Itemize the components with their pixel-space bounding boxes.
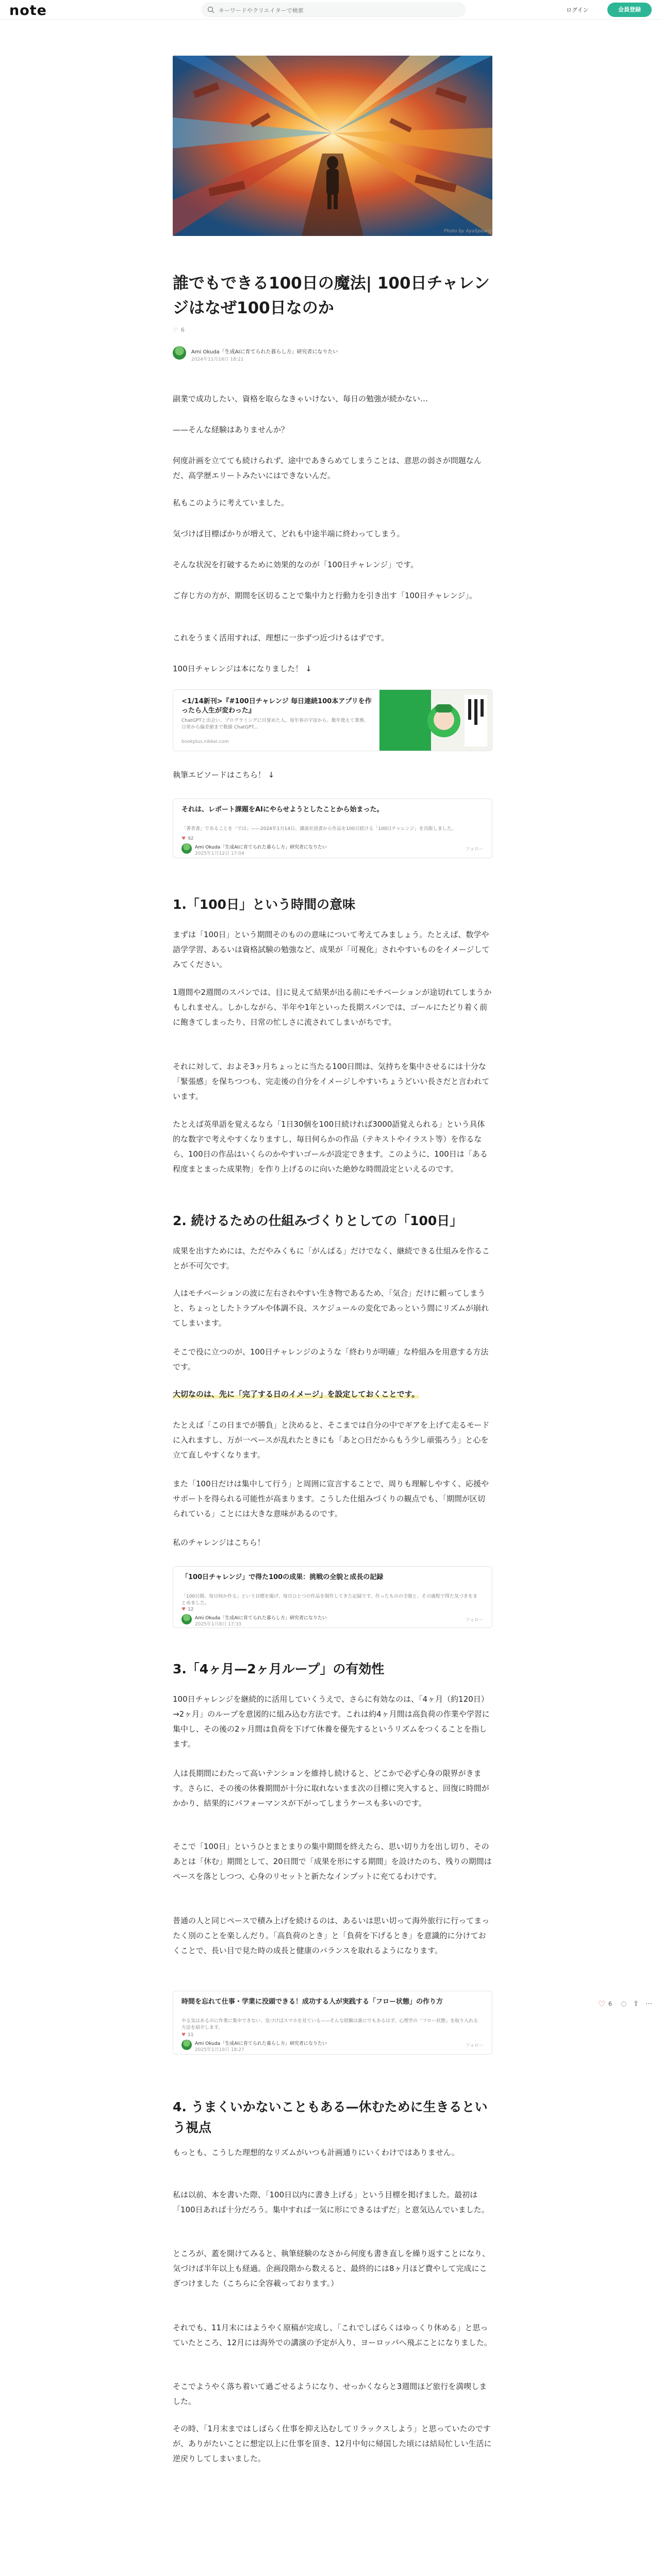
- paragraph: そこでようやく落ち着いて過ごせるようになり、せっかくならと3週間ほど旅行を満喫しました。: [173, 2382, 487, 2406]
- heart-icon[interactable]: ♡: [173, 327, 178, 333]
- paragraph: 人はモチベーションの波に左右されやすい生き物であるため、「気合」だけに頼ってしまうと、ちょっとしたトラブルや体調不良、スケジュールの変化であっという間にリズムが崩れてしまいます。: [173, 1289, 489, 1328]
- publish-date: 2024年11月16日 18:21: [191, 357, 244, 362]
- embed-author[interactable]: Ami Okuda「生成AIに育てられた暮らし方」研究者になりたい: [195, 1616, 327, 1621]
- more-icon[interactable]: ⋯: [646, 2000, 652, 2008]
- paragraph: これをうまく活用すれば、理想に一歩ずつ近づけるはずです。: [173, 633, 389, 642]
- book-card-title: <1/14新刊>『#100日チャレンジ 毎日連続100本アプリを作ったら人生が変わった』: [181, 698, 372, 715]
- book-link-card[interactable]: [173, 689, 492, 751]
- embed-title: 「100日チャレンジ」で得た100の成果：挑戦の全貌と成長の記録: [181, 1573, 384, 1581]
- embed-author[interactable]: Ami Okuda「生成AIに育てられた暮らし方」研究者になりたい: [195, 845, 327, 850]
- paragraph: 何度計画を立てても続けられず、途中であきらめてしまうことは、意思の弱さが問題なんだ、高学歴エリートみたいにはできないんだ。: [173, 456, 482, 480]
- book-cover-thumbnail: [379, 690, 492, 751]
- paragraph: [173, 1059, 492, 1104]
- embed-desc: やる気はあるのに作業に集中できない、気づけばスマホを見ている——そんな経験は誰にでもあるはず。心理学の「フロー状態」を取り入れる方法を紹介します。: [181, 2019, 478, 2030]
- hero-image: [173, 56, 492, 236]
- paragraph: そんな状況を打破するために効果的なのが「100日チャレンジ」です。: [173, 560, 419, 569]
- section-heading: 4. うまくいかないこともある—休むために生きるという視点: [173, 2099, 488, 2135]
- paragraph: それでも、11月末にはようやく原稿が完成し、「これでしばらくはゆっくり休める」と思っていたところ、12月には海外での講演の予定が入り、ヨーロッパへ飛ぶことになりました。: [173, 2323, 492, 2347]
- author-name[interactable]: Ami Okuda「生成AIに育てられた暮らし方」研究者になりたい: [191, 349, 338, 355]
- signup-button[interactable]: 会員登録: [607, 3, 652, 17]
- paragraph: その時、「1月末まではしばらく仕事を抑え込むしてリラックスしよう」と思っていたのですが、ありがたいことに想定以上に仕事を頂き、12月中旬に帰国した頃には結局忙しい生活に逆戻りしてしまいました。: [173, 2424, 492, 2463]
- avatar[interactable]: [181, 843, 192, 854]
- embed-title: 時間を忘れて仕事・学業に没頭できる！成功する人が実践する「フロー状態」の作り方: [181, 1998, 443, 2006]
- paragraph: 気づけば目標ばかりが増えて、どれも中途半端に終わってしまう。: [173, 529, 405, 538]
- book-card-desc: ChatGPTと出会い、プログラミングに目覚めた人。毎年春の宇宙から、数年使えて業務、日常から偏差値まで数値 ChatGPT...: [181, 718, 369, 730]
- paragraph: 私は以前、本を書いた際、「100日以内に書き上げる」という目標を掲げました。最初は「100日あれば十分だろう。集中すれば一気に形にできるはずだ」と意気込んでいました。: [173, 2190, 489, 2214]
- comment-icon[interactable]: ◌: [621, 2000, 627, 2008]
- follow-button[interactable]: フォロー: [465, 1618, 484, 1623]
- paragraph: もっとも、こうした理想的なリズムがいつも計画通りにいくわけではありません。: [173, 2148, 459, 2157]
- emphasis-text: 大切なのは、先に「完了する日のイメージ」を設定しておくことです。: [173, 1389, 420, 1399]
- section-heading: 2. 続けるための仕組みづくりとしての「100日」: [173, 1213, 463, 1228]
- section-heading: 3.「4ヶ月—2ヶ月ループ」の有効性: [173, 1662, 385, 1676]
- book-card-domain: bookplus.nikkei.com: [181, 739, 229, 744]
- embedded-note-card[interactable]: [173, 1991, 492, 2055]
- paragraph: そこで役に立つのが、100日チャレンジのような「終わりが明確」な枠組みを用意する方法です。: [173, 1347, 489, 1371]
- paragraph: [173, 1387, 492, 1402]
- note-logo[interactable]: note: [9, 3, 47, 19]
- search-input[interactable]: [219, 5, 456, 15]
- embed-like[interactable]: ♥ 11: [181, 2032, 194, 2038]
- embed-date: 2025年1月10日 18:27: [195, 2047, 244, 2053]
- paragraph: 100日チャレンジを継続的に活用していくうえで、さらに有効なのは、「4ヶ月（約120日）→2ヶ月」のループを意図的に組み込む方法です。これは約4ヶ月間は高負荷の作業や学習に集中し、その後の2ヶ月間は負荷を下げて休養を優先するというリズムをつくることを指します。: [173, 1694, 490, 1749]
- follow-button[interactable]: フォロー: [465, 847, 484, 852]
- avatar[interactable]: [173, 346, 186, 360]
- embed-date: 2025年1月12日 17:04: [195, 851, 244, 856]
- article-title: 誰でもできる100日の魔法| 100日チャレンジはなぜ100日なのか: [173, 274, 490, 317]
- paragraph: また「100日だけは集中して行う」と周囲に宣言することで、周りも理解しやすく、応援やサポートを得られる可能性が高まります。こうした仕組みづくりの観点でも、「期間が区切られている」ことには大きな意味があるのです。: [173, 1479, 489, 1518]
- hero-caption: Photo by AyaSpearfy: [443, 229, 492, 234]
- paragraph: ——そんな経験はありませんか？: [173, 425, 289, 434]
- avatar[interactable]: [181, 2040, 192, 2050]
- paragraph: 普通の人と同じペースで積み上げを続けるのは、あるいは思い切って海外旅行に行ってまったく別のことを楽しんだり。「高負荷のとき」と「負荷を下げるとき」を意識的に分けておくことで、長い目で見た時の成長と健康のバランスを取れるようになります。: [173, 1916, 490, 1955]
- paragraph: 私もこのように考えていました。: [173, 498, 289, 507]
- paragraph: 100日チャレンジは本になりました！ ↓: [173, 664, 312, 673]
- section-heading: 1.「100日」という時間の意味: [173, 897, 356, 912]
- paragraph: 成果を出すためには、ただやみくもに「がんばる」だけでなく、継続できる仕組みを作ることが不可欠です。: [173, 1246, 490, 1270]
- search-box[interactable]: [202, 3, 466, 17]
- global-header: [0, 0, 662, 20]
- paragraph: 人は長期間にわたって高いテンションを維持し続けると、どこかで必ず心身の限界がきます。さらに、その後の休養期間が十分に取れないまま次の目標に突入すると、回復に時間がかかり、結果的にパフォーマンスが下がってしまうケースも多いのです。: [173, 1769, 489, 1808]
- embed-like[interactable]: ♥ 12: [181, 1607, 194, 1612]
- paragraph: たとえば「この日までが勝負」と決めると、そこまでは自分の中でギアを上げて走るモードに入れますし、万が一ペースが乱れたときにも「あと○日だからもう少し頑張ろう」と心を立て直しやすくなります。: [173, 1420, 490, 1460]
- paragraph: 執筆エピソードはこちら！ ↓: [173, 770, 275, 779]
- embed-date: 2025年1月8日 17:33: [195, 1622, 242, 1627]
- search-icon: [207, 6, 214, 13]
- like-summary[interactable]: [173, 327, 185, 333]
- embedded-note-card[interactable]: [173, 1566, 492, 1628]
- share-icon[interactable]: ⇪: [633, 2000, 639, 2008]
- avatar[interactable]: [181, 1614, 192, 1624]
- embedded-note-card[interactable]: [173, 799, 492, 858]
- paragraph: 1週間や2週間のスパンでは、目に見えて結果が出る前にモチベーションが途切れてしまうかもしれません。しかしながら、半年や1年といった長期スパンでは、ゴールにたどり着く前に飽きてしまったり、日常の忙しさに流されてしまいがちです。: [173, 988, 492, 1027]
- embed-like[interactable]: ♥ 92: [181, 836, 194, 841]
- paragraph: 私のチャレンジはこちら！: [173, 1538, 265, 1547]
- embed-author[interactable]: Ami Okuda「生成AIに育てられた暮らし方」研究者になりたい: [195, 2041, 327, 2046]
- paragraph: 副業で成功したい、資格を取らなきゃいけない、毎日の勉強が続かない…: [173, 394, 428, 403]
- heart-icon[interactable]: ♡: [598, 1999, 606, 2009]
- embed-desc: 「100日間、毎日何か作る」という目標を掲げ、毎日ひとつの作品を制作してきた記録です。作ったものの全貌と、その過程で得た気づきをまとめました。: [181, 1594, 477, 1606]
- floating-action-bar: [598, 1999, 655, 2010]
- like-count: 6: [608, 2001, 612, 2007]
- paragraph: ご存じ方の方が、期間を区切ることで集中力と行動力を引き出す「100日チャレンジ」。: [173, 591, 477, 600]
- paragraph: ところが、蓋を開けてみると、執筆経験のなさから何度も書き直しを繰り返すことになり、気づけば半年以上も経過。企画段階から数えると、最終的には8ヶ月ほど費やして完成にこぎつけました（こちらに全容載っております。）: [173, 2249, 490, 2288]
- embed-desc: 「著者書」であることを「では」——2024年1月14日、講談社図書から作品を100日続ける「100日チャレンジ」を出版しました。: [181, 826, 456, 832]
- paragraph: たとえば英単語を覚えるなら「1日30個を100日続ければ3000語覚えられる」という具体的な数字で考えやすくなりますし、毎日何らかの作品（テキストやイラスト等）を作るなら、100日の作品はいくらのかやすいゴールが設定できます。このように、100日は「ある程度まとまった成果物」を作り上げるのに向いた絶妙な時間設定といえるのです。: [173, 1120, 488, 1174]
- follow-button[interactable]: フォロー: [465, 2043, 484, 2048]
- author-block[interactable]: [173, 346, 492, 367]
- paragraph: そこで「100日」というひとまとまりの集中期間を終えたら、思い切り力を出し切り、そのあとは「休む」期間として、20日間で「成果を形にする期間」を設けたのち、残りの期間はペースを落としつつ、心身のリセットと新たなインプットに充てるわけです。: [173, 1842, 492, 1881]
- like-count: 6: [180, 327, 185, 333]
- paragraph: まずは「100日」という期間そのものの意味について考えてみましょう。たとえば、数学や語学学習、あるいは資格試験の勉強など、成果が「可視化」されやすいものをイメージしてみてください。: [173, 930, 490, 969]
- embed-title: それは、レポート課題をAIにやらせようとしたことから始まった。: [181, 806, 384, 814]
- highlighted-text: それに対して、およそ3ヶ月ちょっとに当たる100日間は、気持ちを集中させるには十分な「緊張感」を保ちつつも、完走後の自分をイメージしやすいちょうどいい長さだと言われています。: [173, 1062, 490, 1101]
- login-link[interactable]: ログイン: [566, 7, 589, 13]
